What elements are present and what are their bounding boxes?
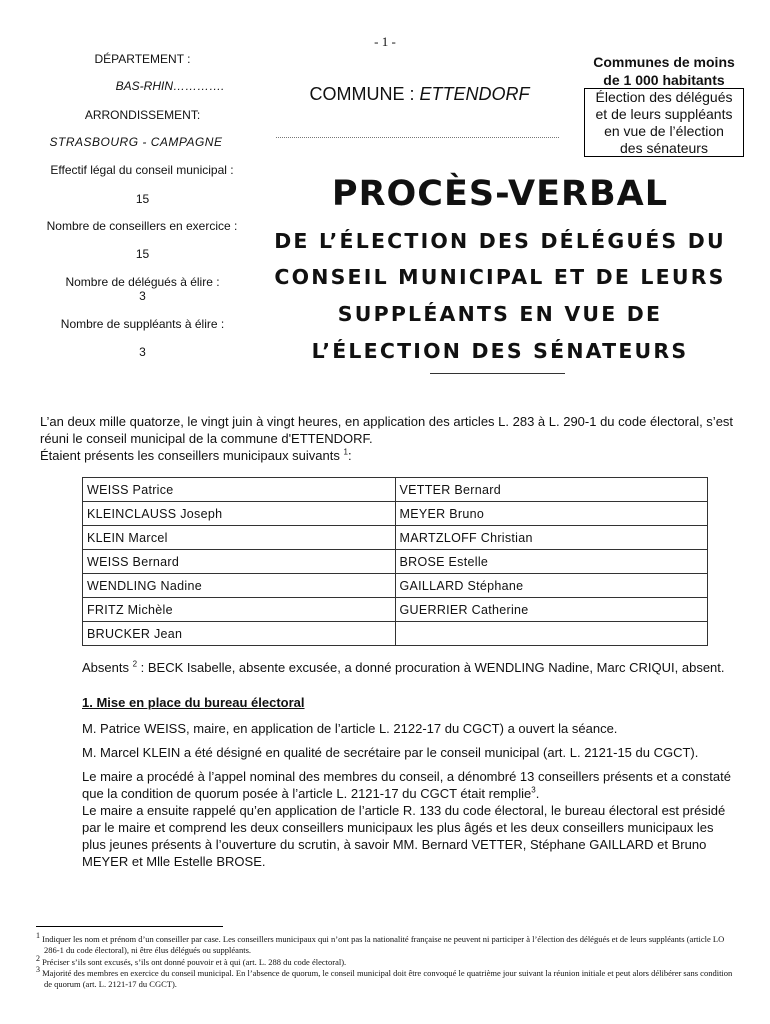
member-cell: GAILLARD Stéphane bbox=[395, 574, 708, 598]
absents-label: Absents bbox=[82, 660, 133, 675]
table-row bbox=[83, 478, 708, 502]
subtitle-line2: CONSEIL MUNICIPAL ET DE LEURS bbox=[274, 265, 726, 289]
effectif-label: Effectif légal du conseil municipal : bbox=[50, 163, 234, 177]
footnote-rule bbox=[36, 926, 223, 927]
exercice-label: Nombre de conseillers en exercice : bbox=[46, 219, 238, 233]
table-row bbox=[83, 598, 708, 622]
population-heading-line2: de 1 000 habitants bbox=[603, 72, 725, 88]
department-label: DÉPARTEMENT : bbox=[94, 52, 191, 66]
footnote-text: Indiquer les nom et prénom d’un conseiller par case. Les conseillers municipaux qui n’ont pas la nationalité française ne peuvent ni participer à l’élection des délégués et de leurs suppléants (article LO 286-1 du code électoral), ni être élus délégués ou suppléants. bbox=[40, 934, 725, 955]
footnote-3 bbox=[36, 965, 741, 990]
p4-line2: par le maire et comprend les deux conseillers municipaux les plus âgés et les deux conseillers municipaux les bbox=[82, 820, 714, 835]
footnote-1 bbox=[36, 931, 741, 956]
subtitle-line1: DE L’ÉLECTION DES DÉLÉGUÉS DU bbox=[274, 229, 726, 253]
members-table bbox=[82, 477, 708, 646]
delegues-label: Nombre de délégués à élire : bbox=[65, 275, 220, 289]
table-row bbox=[83, 526, 708, 550]
document-title: PROCÈS-VERBAL bbox=[331, 174, 669, 214]
intro-line3-text: Étaient présents les conseillers municipaux suivants bbox=[40, 448, 344, 463]
election-type-box bbox=[584, 88, 744, 157]
table-row bbox=[83, 502, 708, 526]
population-heading-line1: Communes de moins bbox=[593, 54, 735, 70]
intro-paragraph bbox=[40, 413, 740, 464]
member-cell bbox=[395, 622, 708, 646]
p3-line2-end: . bbox=[535, 786, 540, 801]
box-line3: en vue de l’élection bbox=[604, 123, 724, 139]
section-paragraph-2: M. Marcel KLEIN a été désigné en qualité de secrétaire par le conseil municipal (art. L. 2121-15 du CGCT). bbox=[82, 745, 699, 760]
member-cell: WEISS Bernard bbox=[83, 550, 396, 574]
member-cell: BRUCKER Jean bbox=[83, 622, 396, 646]
page-number: - 1 - bbox=[374, 34, 396, 49]
title-underline bbox=[430, 373, 565, 374]
p4-line1: Le maire a ensuite rappelé qu’en application de l’article R. 133 du code électoral, le bureau électoral est présidé bbox=[82, 803, 726, 818]
p4-line3: plus jeunes présents à l’ouverture du scrutin, à savoir MM. Bernard VETTER, Stéphane GAILLARD et Bruno bbox=[82, 837, 707, 852]
commune-name: ETTENDORF bbox=[419, 84, 530, 104]
footnote-text: Préciser s’ils sont excusés, s’ils ont donné pouvoir et à qui (art. L. 288 du code électoral). bbox=[40, 957, 347, 967]
table-row bbox=[83, 574, 708, 598]
p4-line4: MEYER et Mlle Estelle BROSE. bbox=[82, 854, 266, 869]
member-cell: GUERRIER Catherine bbox=[395, 598, 708, 622]
population-heading bbox=[584, 53, 744, 89]
arrondissement-label: ARRONDISSEMENT: bbox=[84, 108, 201, 122]
subtitle-line4: L’ÉLECTION DES SÉNATEURS bbox=[311, 339, 689, 363]
table-row bbox=[83, 622, 708, 646]
member-cell: KLEINCLAUSS Joseph bbox=[83, 502, 396, 526]
p3-line2 bbox=[82, 785, 752, 802]
table-row bbox=[83, 550, 708, 574]
box-line1: Élection des délégués bbox=[595, 89, 733, 105]
footnote-ref-3: 3 bbox=[531, 785, 536, 795]
absents-text: : BECK Isabelle, absente excusée, a donné procuration à WENDLING Nadine, Marc CRIQUI, absent. bbox=[137, 660, 725, 675]
commune-heading bbox=[262, 84, 577, 105]
member-cell: WENDLING Nadine bbox=[83, 574, 396, 598]
footnote-2 bbox=[36, 954, 741, 968]
footnote-number: 2 bbox=[36, 954, 40, 964]
member-cell: KLEIN Marcel bbox=[83, 526, 396, 550]
p3-line2-text: que la condition de quorum posée à l’article L. 2121-17 du CGCT était remplie bbox=[82, 786, 532, 801]
box-line4: des sénateurs bbox=[620, 140, 708, 156]
commune-dotted-line bbox=[276, 137, 559, 138]
arrondissement-value: STRASBOURG - CAMPAGNE bbox=[49, 135, 223, 149]
commune-label: COMMUNE : bbox=[309, 84, 420, 104]
delegues-value: 3 bbox=[139, 289, 146, 303]
section-paragraph-1: M. Patrice WEISS, maire, en application de l’article L. 2122-17 du CGCT) a ouvert la séance. bbox=[82, 721, 618, 736]
suppleants-label: Nombre de suppléants à élire : bbox=[60, 317, 225, 331]
footnote-text: Majorité des membres en exercice du conseil municipal. En l’absence de quorum, le conseil municipal doit être convoqué le quatrième jour suivant la réunion initiale et peut alors délibérer sans condition de quorum (art. L. 2121-17 du CGCT). bbox=[40, 968, 733, 989]
section-paragraph-3 bbox=[82, 768, 752, 870]
box-line2: et de leurs suppléants bbox=[595, 106, 733, 122]
absents-line bbox=[82, 659, 752, 676]
suppleants-value: 3 bbox=[139, 345, 146, 359]
member-cell: MEYER Bruno bbox=[395, 502, 708, 526]
exercice-value: 15 bbox=[135, 247, 150, 261]
footnote-ref-1: 1 bbox=[343, 447, 348, 457]
intro-line2: réuni le conseil municipal de la commune d'ETTENDORF. bbox=[40, 431, 373, 446]
effectif-value: 15 bbox=[135, 192, 150, 206]
member-cell: FRITZ Michèle bbox=[83, 598, 396, 622]
section-title: 1. Mise en place du bureau électoral bbox=[82, 695, 305, 710]
footnote-number: 1 bbox=[36, 931, 40, 941]
intro-line3 bbox=[40, 447, 740, 464]
subtitle-line3: SUPPLÉANTS EN VUE DE bbox=[337, 302, 663, 326]
member-cell: WEISS Patrice bbox=[83, 478, 396, 502]
p3-line1: Le maire a procédé à l’appel nominal des membres du conseil, a dénombré 13 conseillers présents et a constaté bbox=[82, 769, 731, 784]
intro-line1: L’an deux mille quatorze, le vingt juin à vingt heures, en application des articles L. 283 à L. 290-1 du code électoral, s’est bbox=[40, 414, 734, 429]
footnote-number: 3 bbox=[36, 965, 40, 975]
footnote-ref-2: 2 bbox=[132, 659, 138, 669]
member-cell: MARTZLOFF Christian bbox=[395, 526, 708, 550]
intro-line3-end: : bbox=[347, 448, 352, 463]
department-value: BAS-RHIN…………. bbox=[115, 79, 225, 93]
member-cell: BROSE Estelle bbox=[395, 550, 708, 574]
member-cell: VETTER Bernard bbox=[395, 478, 708, 502]
